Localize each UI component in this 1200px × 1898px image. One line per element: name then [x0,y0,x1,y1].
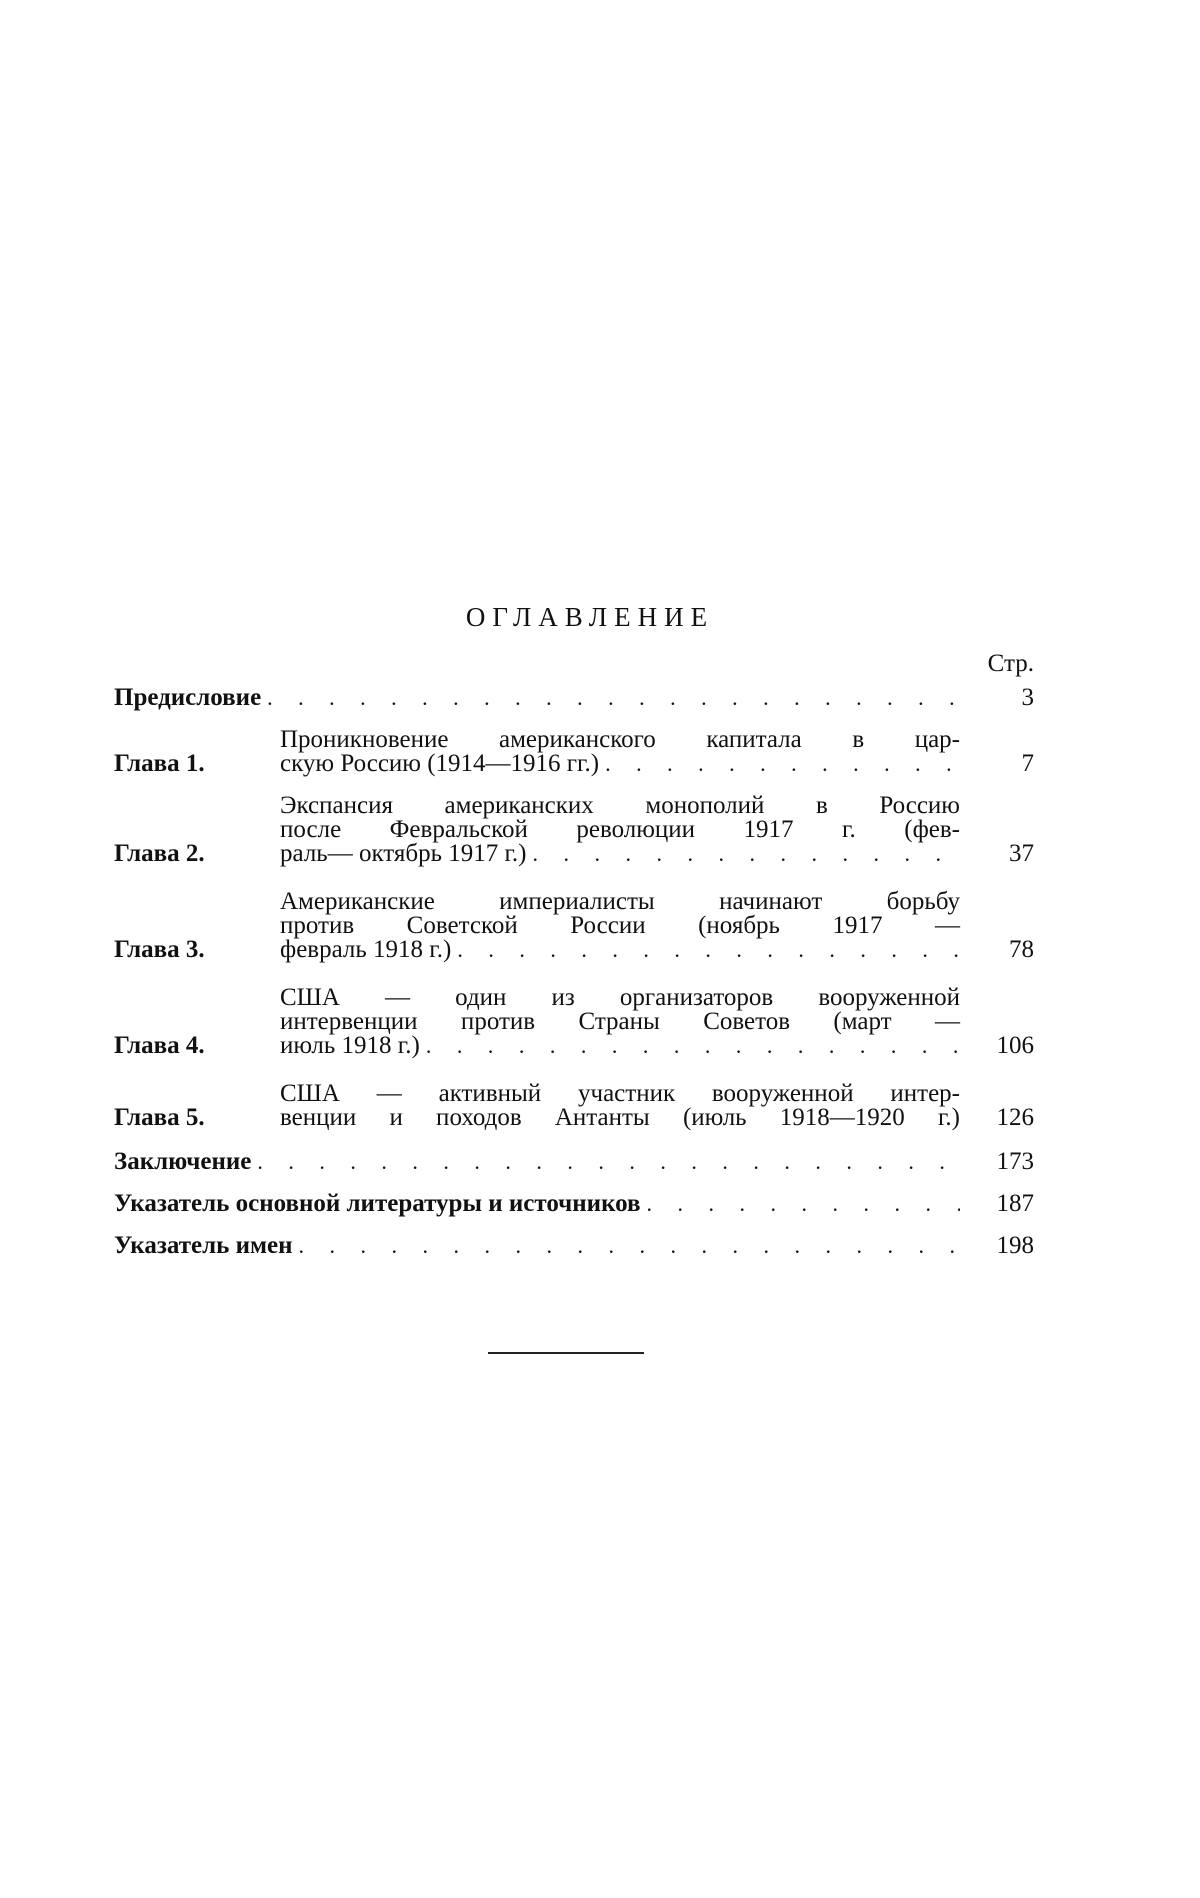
toc-entry-chapter-4[interactable] [114,986,1034,1058]
leader-dots [457,938,960,962]
page-number: 106 [996,1032,1034,1059]
entry-line: интервенции против Страны Советов (март — [280,1008,960,1035]
entry-title: Указатель основной литературы и источников [114,1190,641,1217]
entry-line: США — активный участник вооруженной интер- [280,1080,960,1107]
entry-line: Проникновение американского капитала в цар- [280,726,960,753]
leader-dots [267,686,960,710]
chapter-label: Глава 3. [114,936,205,963]
toc-entry-chapter-2[interactable] [114,794,1034,866]
toc-entry-name-index[interactable] [114,1234,1034,1258]
page-number: 126 [996,1104,1034,1131]
chapter-label: Глава 4. [114,1032,205,1059]
entry-line: США — один из организаторов вооруженной [280,984,960,1011]
toc-entry-bibliography[interactable] [114,1192,1034,1216]
entry-line: скую Россию (1914—1916 гг.) [280,750,600,777]
leader-dots [647,1192,960,1216]
page-number: 37 [1009,840,1034,867]
toc-entry-chapter-3[interactable] [114,890,1034,962]
entry-line: Американские империалисты начинают борьбу [280,888,960,915]
entry-line: раль— октябрь 1917 г.) [280,840,527,867]
toc-entry-chapter-1[interactable] [114,728,1034,776]
leader-dots [532,842,960,866]
entry-line: Экспансия американских монополий в Россию [280,792,960,819]
page-number: 173 [996,1148,1034,1175]
page-number: 187 [996,1190,1034,1217]
leader-dots [299,1234,960,1258]
leader-dots [605,752,960,776]
entry-title: Предисловие [114,684,262,711]
toc-entry-chapter-5[interactable] [114,1082,1034,1130]
entry-line: венции и походов Антанты (июль 1918—1920 г.) [280,1104,960,1131]
entry-line: июль 1918 г.) [280,1032,420,1059]
leader-dots [426,1034,960,1058]
leader-dots [257,1150,960,1174]
entry-line: против Советской России (ноябрь 1917 — [280,912,960,939]
toc-entry-conclusion[interactable] [114,1150,1034,1174]
page-column-header: Стр. [987,650,1034,677]
page-number: 78 [1009,936,1034,963]
chapter-label: Глава 5. [114,1104,205,1131]
entry-line: февраль 1918 г.) [280,936,452,963]
toc-title: ОГЛАВЛЕНИЕ [465,602,715,632]
entry-title: Указатель имен [114,1232,293,1259]
page-number: 198 [996,1232,1034,1259]
chapter-label: Глава 2. [114,840,205,867]
entry-line: после Февральской революции 1917 г. (фев- [280,816,960,843]
chapter-label: Глава 1. [114,750,205,777]
end-rule [488,1352,644,1354]
page-number: 7 [1021,750,1034,777]
toc-entry-preface[interactable] [114,686,1034,710]
entry-title: Заключение [114,1148,252,1175]
page-number: 3 [1021,684,1034,711]
